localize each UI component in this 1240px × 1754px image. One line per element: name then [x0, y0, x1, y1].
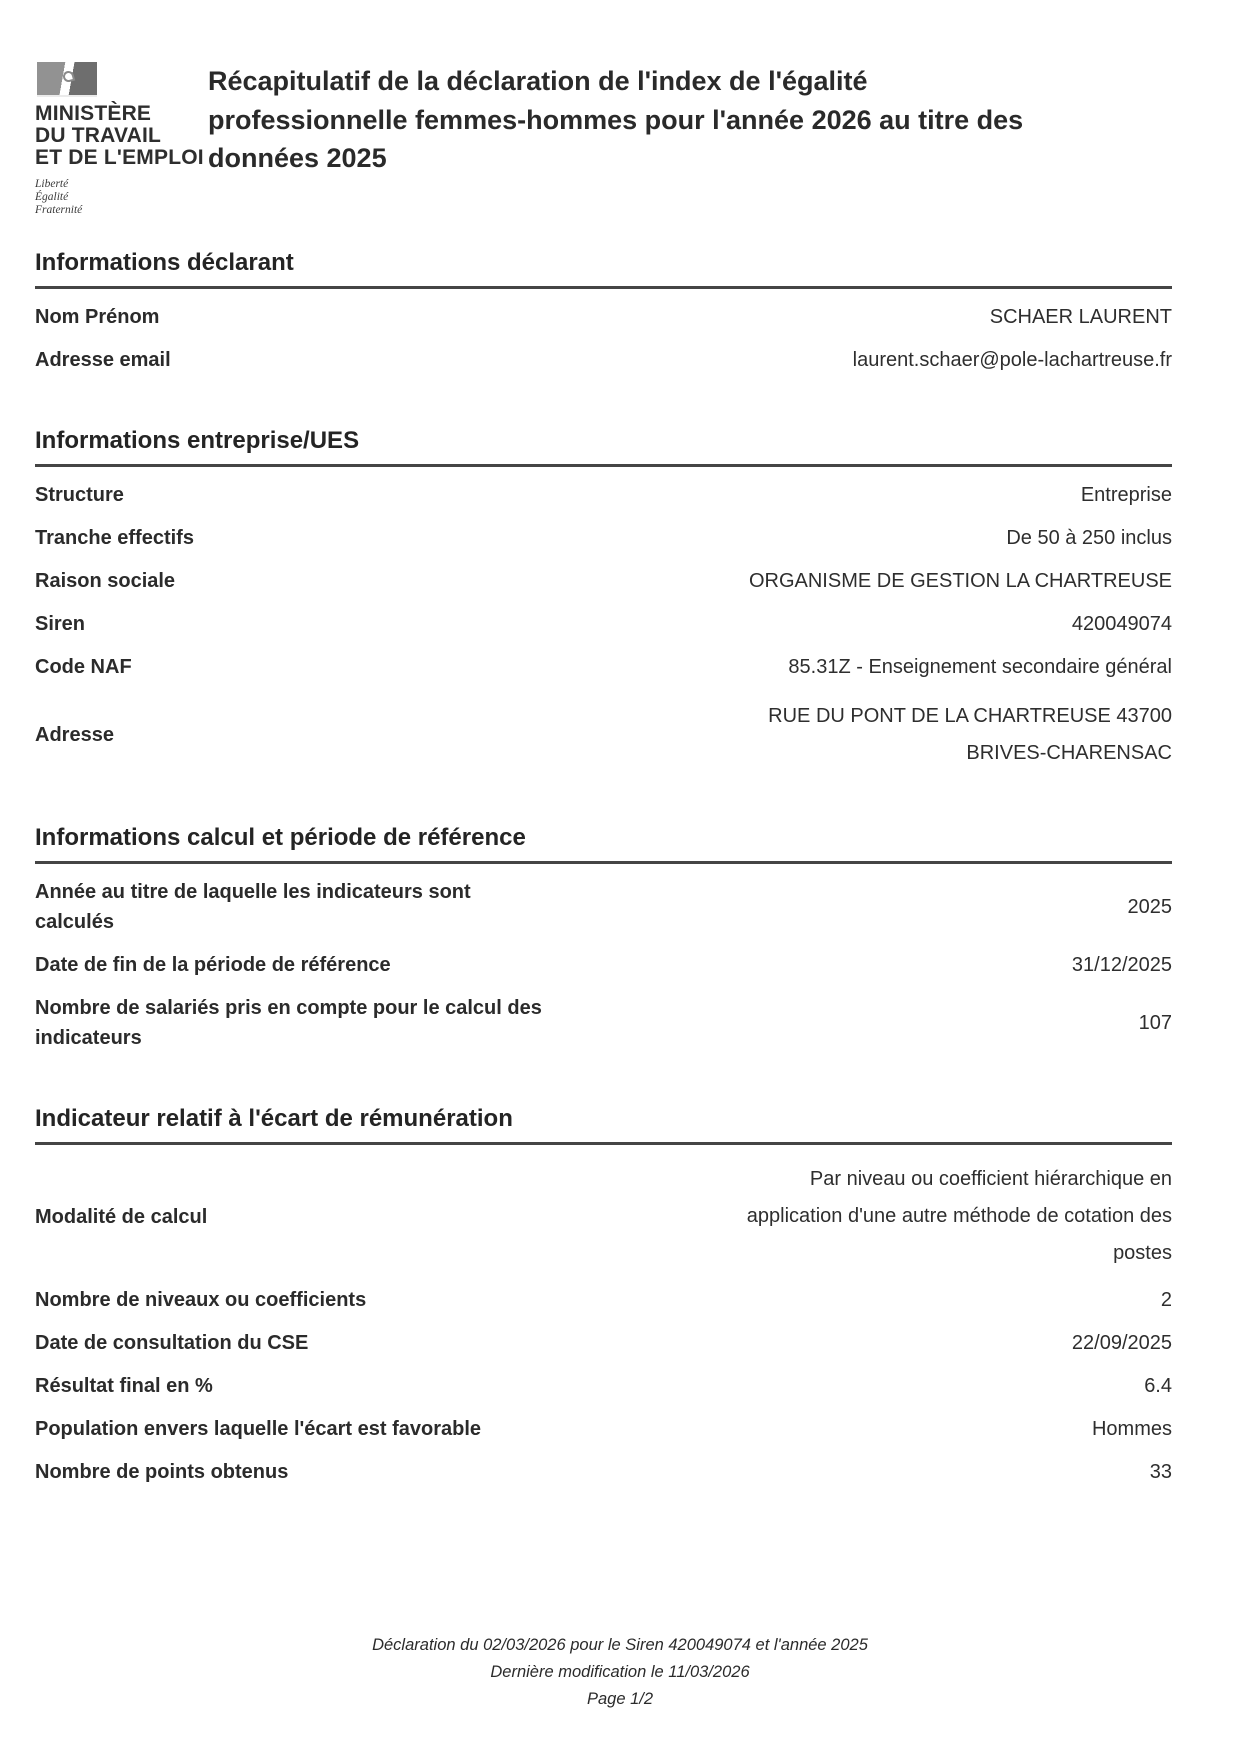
field-row-structure [35, 480, 1172, 510]
field-label: Code NAF [35, 656, 132, 678]
field-value: Entreprise [1080, 484, 1172, 506]
field-row-resultat-final [35, 1371, 1172, 1401]
field-row-tranche-effectifs [35, 523, 1172, 553]
field-label: Adresse [35, 724, 114, 746]
section-rows [35, 1161, 1172, 1487]
french-republic-flag-icon [37, 62, 97, 95]
field-value-line: Par niveau ou coefficient hiérarchique en [809, 1168, 1172, 1190]
field-label: Date de consultation du CSE [35, 1332, 309, 1354]
field-row-population-favorable [35, 1414, 1172, 1444]
field-row-nombre-points [35, 1457, 1172, 1487]
field-value: 33 [1149, 1461, 1172, 1483]
ministry-name-line: DU TRAVAIL [35, 124, 162, 147]
field-row-adresse-email [35, 345, 1172, 375]
field-label: Adresse email [35, 349, 171, 371]
section-informations-calcul [35, 824, 1172, 1053]
ministry-name-line: MINISTÈRE [35, 102, 152, 125]
republic-motto [35, 178, 208, 217]
field-row-siren [35, 609, 1172, 639]
section-heading: Informations calcul et période de référence [35, 824, 1172, 864]
field-label: Année au titre de laquelle les indicateurs sont calculés [35, 881, 471, 933]
field-row-raison-sociale [35, 566, 1172, 596]
footer-modification-line: Dernière modification le 11/03/2026 [490, 1663, 750, 1681]
field-label: Raison sociale [35, 570, 176, 592]
field-label: Résultat final en % [35, 1375, 213, 1397]
field-label: Population envers laquelle l'écart est favorable [35, 1418, 482, 1440]
field-row-annee-indicateurs [35, 877, 1172, 937]
field-value [555, 1161, 1172, 1272]
field-row-nom-prenom [35, 302, 1172, 332]
field-value-line: postes [1113, 1242, 1172, 1264]
field-label: Nombre de niveaux ou coefficients [35, 1289, 367, 1311]
ministry-name [35, 103, 208, 169]
ministry-logo-block [35, 62, 208, 217]
field-value: laurent.schaer@pole-lachartreuse.fr [852, 349, 1172, 371]
field-row-date-consultation-cse [35, 1328, 1172, 1358]
motto-line: Égalité [35, 191, 69, 203]
field-row-adresse [35, 698, 1172, 772]
footer-declaration-line: Déclaration du 02/03/2026 pour le Siren 420049074 et l'année 2025 [372, 1636, 868, 1654]
field-value: 6.4 [1144, 1375, 1172, 1397]
field-value: 2025 [1127, 896, 1172, 918]
footer-page-number: Page 1/2 [586, 1690, 654, 1708]
field-value: 85.31Z - Enseignement secondaire général [788, 656, 1172, 678]
section-rows [35, 877, 1172, 1053]
ministry-name-line: ET DE L'EMPLOI [35, 146, 204, 169]
field-row-code-naf [35, 652, 1172, 682]
field-value: 31/12/2025 [1071, 954, 1172, 976]
field-label: Structure [35, 484, 124, 506]
section-rows [35, 302, 1172, 375]
field-value: 420049074 [1071, 613, 1172, 635]
field-row-nombre-niveaux [35, 1285, 1172, 1315]
field-value-line: BRIVES-CHARENSAC [966, 742, 1172, 764]
field-value: Hommes [1091, 1418, 1172, 1440]
section-informations-entreprise [35, 427, 1172, 772]
section-heading: Indicateur relatif à l'écart de rémunération [35, 1105, 1172, 1145]
field-value [555, 698, 1172, 772]
field-value-line: RUE DU PONT DE LA CHARTREUSE 43700 [768, 705, 1172, 727]
field-value-line: application d'une autre méthode de cotation des [746, 1205, 1172, 1227]
field-value: De 50 à 250 inclus [1006, 527, 1172, 549]
field-value: 2 [1160, 1289, 1172, 1311]
field-row-nombre-salaries [35, 993, 1172, 1053]
field-row-modalite-calcul [35, 1161, 1172, 1272]
field-value: 22/09/2025 [1071, 1332, 1172, 1354]
field-label: Siren [35, 613, 86, 635]
field-label: Tranche effectifs [35, 527, 194, 549]
field-label: Date de fin de la période de référence [35, 954, 391, 976]
motto-line: Fraternité [35, 204, 83, 216]
section-indicateur-ecart-remuneration [35, 1105, 1172, 1487]
field-label: Nom Prénom [35, 306, 160, 328]
field-row-date-fin-periode [35, 950, 1172, 980]
page-header [35, 62, 1172, 217]
section-heading: Informations déclarant [35, 249, 1172, 289]
document-title: Récapitulatif de la déclaration de l'index de l'égalité professionnelle femmes-hommes pour l'année 2026 au titre des données 2025 [208, 66, 1024, 173]
field-value: 107 [1138, 1012, 1172, 1034]
field-label: Modalité de calcul [35, 1205, 208, 1228]
field-value: ORGANISME DE GESTION LA CHARTREUSE [748, 570, 1172, 592]
section-informations-declarant [35, 249, 1172, 375]
field-value: SCHAER LAURENT [989, 306, 1172, 328]
page-footer [0, 1632, 1240, 1713]
field-label: Nombre de salariés pris en compte pour le calcul des indicateurs [35, 997, 542, 1049]
section-rows [35, 480, 1172, 772]
motto-line: Liberté [35, 178, 69, 190]
section-heading: Informations entreprise/UES [35, 427, 1172, 467]
field-label: Nombre de points obtenus [35, 1461, 289, 1483]
